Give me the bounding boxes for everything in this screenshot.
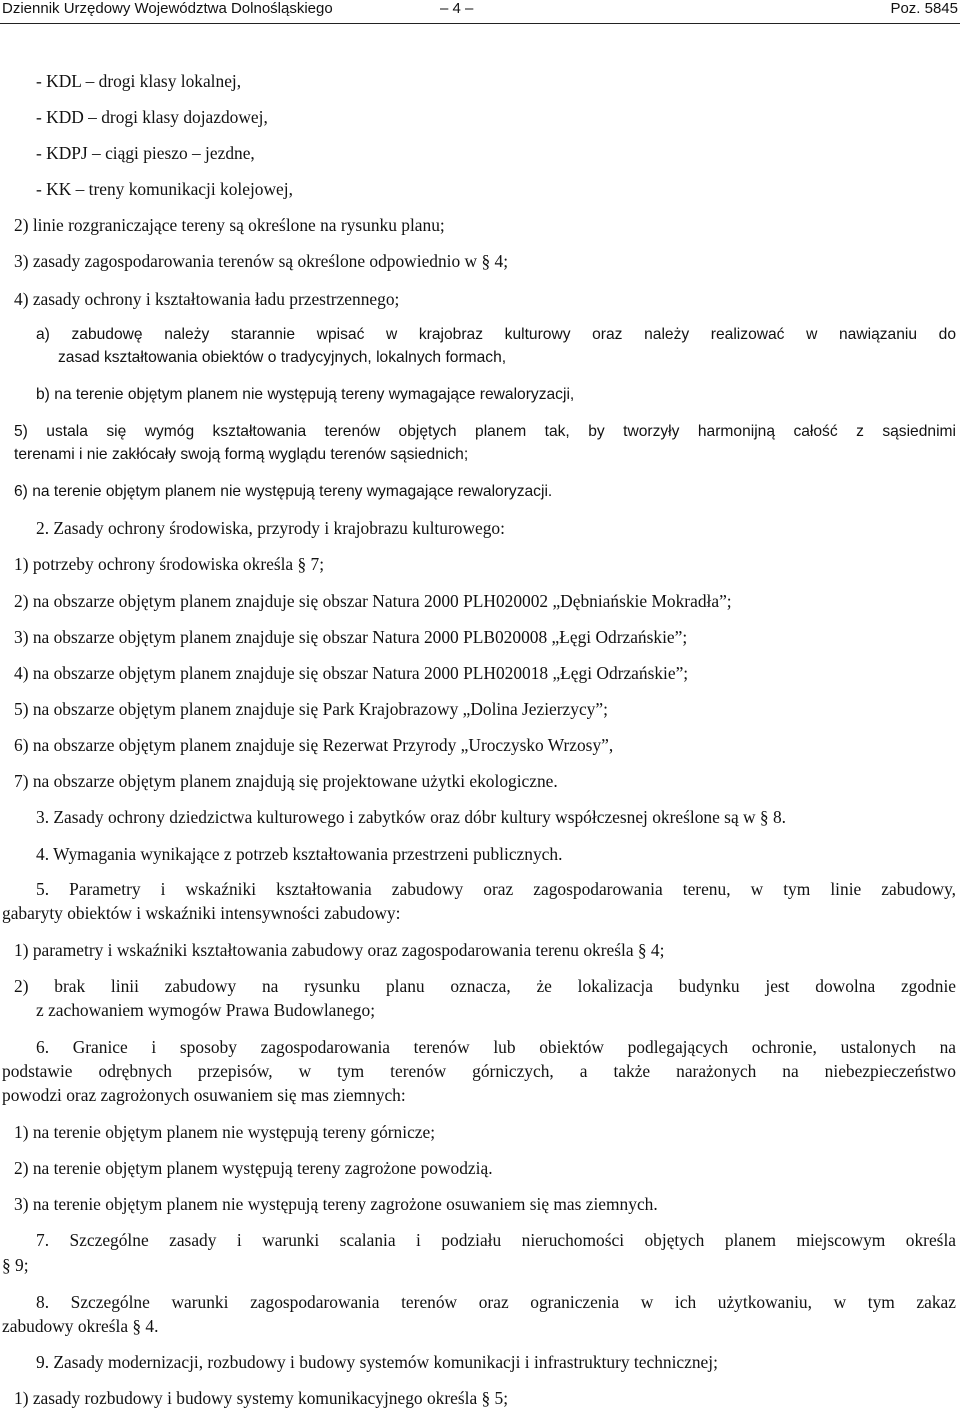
paragraph-item: 3) na terenie objętym planem nie występują tereny zagrożone osuwaniem się mas ziemnych. xyxy=(14,1194,658,1214)
natura-item: 3) na obszarze objętym planem znajduje się obszar Natura 2000 PLB020008 „Łęgi Odrzańskie”; xyxy=(14,627,688,647)
section-heading: 9. Zasady modernizacji, rozbudowy i budowy systemów komunikacji i infrastruktury technicznej; xyxy=(36,1352,718,1372)
paragraph-item-line-1: 2) brak linii zabudowy na rysunku planu oznacza, że lokalizacja budynku jest dowolna zgodnie xyxy=(14,976,956,996)
paragraph-item-line-1: 5) ustala się wymóg kształtowania terenów objętych planem tak, by tworzyły harmonijną całość z sąsiednimi xyxy=(14,423,956,440)
paragraph-item: 1) na terenie objętym planem nie występują tereny górnicze; xyxy=(14,1122,436,1142)
paragraph-item: 1) potrzeby ochrony środowiska określa § 7; xyxy=(14,554,325,574)
section-heading: 2. Zasady ochrony środowiska, przyrody i krajobrazu kulturowego: xyxy=(36,518,505,538)
page-header xyxy=(0,0,960,24)
paragraph-item: 2) linie rozgraniczające tereny są określone na rysunku planu; xyxy=(14,215,445,235)
section-heading-line-2: § 9; xyxy=(2,1255,29,1275)
section-heading-line-3: powodzi oraz zagrożonych osuwaniem się mas ziemnych: xyxy=(2,1085,406,1105)
natura-item: 2) na obszarze objętym planem znajduje się obszar Natura 2000 PLH020002 „Dębniańskie Mokradła”; xyxy=(14,591,732,611)
section-heading-line-1: 6. Granice i sposoby zagospodarowania terenów lub obiektów podlegających ochronie, ustalonych na xyxy=(36,1037,956,1057)
paragraph-item: 4) zasady ochrony i kształtowania ładu przestrzennego; xyxy=(14,289,400,309)
subitem-a-line-1: a) zabudowę należy starannie wpisać w krajobraz kulturowy oraz należy realizować w nawiązaniu do xyxy=(36,326,956,343)
road-class-kk: - KK – treny komunikacji kolejowej, xyxy=(36,179,293,199)
subitem-b: b) na terenie objętym planem nie występują tereny wymagające rewaloryzacji, xyxy=(36,386,575,403)
section-heading: 4. Wymagania wynikające z potrzeb kształtowania przestrzeni publicznych. xyxy=(36,844,563,864)
section-heading-line-2: zabudowy określa § 4. xyxy=(2,1316,159,1336)
section-heading-line-2: podstawie odrębnych przepisów, w tym terenów górniczych, a także narażonych na niebezpieczeństwo xyxy=(2,1061,956,1081)
header-divider xyxy=(0,23,960,24)
paragraph-item: 2) na terenie objętym planem występują tereny zagrożone powodzią. xyxy=(14,1158,493,1178)
paragraph-item-line-2: z zachowaniem wymogów Prawa Budowlanego; xyxy=(36,1000,376,1020)
journal-title: Dziennik Urzędowy Województwa Dolnośląskiego xyxy=(2,0,333,17)
section-heading-line-2: gabaryty obiektów i wskaźniki intensywności zabudowy: xyxy=(2,903,401,923)
paragraph-item: 3) zasady zagospodarowania terenów są określone odpowiednio w § 4; xyxy=(14,251,509,271)
section-heading-line-1: 7. Szczególne zasady i warunki scalania i podziału nieruchomości objętych planem miejscowym określa xyxy=(36,1230,956,1250)
section-heading: 3. Zasady ochrony dziedzictwa kulturowego i zabytków oraz dóbr kultury współczesnej określone są w § 8. xyxy=(36,807,786,827)
subitem-a-line-2: zasad kształtowania obiektów o tradycyjnych, lokalnych formach, xyxy=(58,349,507,366)
paragraph-item: 1) parametry i wskaźniki kształtowania zabudowy oraz zagospodarowania terenu określa § 4; xyxy=(14,940,665,960)
section-heading-line-1: 5. Parametry i wskaźniki kształtowania zabudowy oraz zagospodarowania terenu, w tym linie zabudowy, xyxy=(36,879,956,899)
position-number: Poz. 5845 xyxy=(890,0,958,17)
road-class-kdpj: - KDPJ – ciągi pieszo – jezdne, xyxy=(36,143,255,163)
paragraph-item-line-2: terenami i nie zakłócały swoją formą wyglądu terenów sąsiednich; xyxy=(14,446,469,463)
reserve-item: 6) na obszarze objętym planem znajduje się Rezerwat Przyrody „Uroczysko Wrzosy”, xyxy=(14,735,614,755)
page-number: – 4 – xyxy=(440,0,474,17)
paragraph-item: 6) na terenie objętym planem nie występują tereny wymagające rewaloryzacji. xyxy=(14,483,553,500)
road-class-kdl: - KDL – drogi klasy lokalnej, xyxy=(36,71,242,91)
section-heading-line-1: 8. Szczególne warunki zagospodarowania terenów oraz ograniczenia w ich użytkowaniu, w tym zakaz xyxy=(36,1292,956,1312)
natura-item: 4) na obszarze objętym planem znajduje się obszar Natura 2000 PLH020018 „Łęgi Odrzańskie”; xyxy=(14,663,689,683)
paragraph-item: 1) zasady rozbudowy i budowy systemy komunikacyjnego określa § 5; xyxy=(14,1388,509,1408)
paragraph-item: 7) na obszarze objętym planem znajdują się projektowane użytki ekologiczne. xyxy=(14,771,558,791)
park-item: 5) na obszarze objętym planem znajduje się Park Krajobrazowy „Dolina Jezierzycy”; xyxy=(14,699,608,719)
road-class-kdd: - KDD – drogi klasy dojazdowej, xyxy=(36,107,268,127)
